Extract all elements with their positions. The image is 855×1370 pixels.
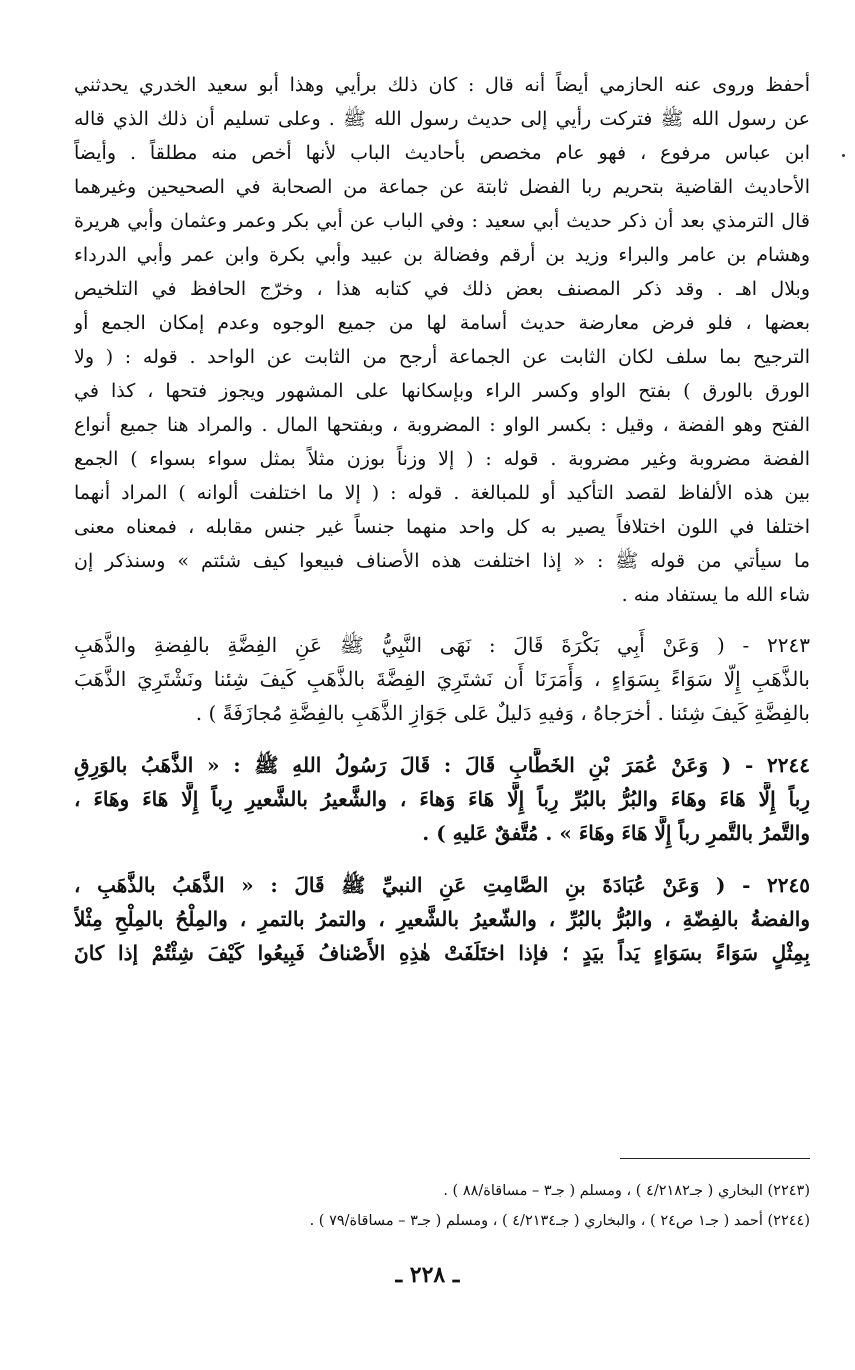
footnote: (٢٢٤٤) أحمد ( جـ١ ص٢٤ ) ، والبخاري ( جـ٤/٢١٣٤ ) ، ومسلم ( جـ٣ – مساقاة/٧٩ ) . <box>309 1213 810 1229</box>
hadith-line: رِباً إِلَّا هَاءَ وهَاءَ والبُرُّ بالبُرِّ رِباً إِلَّا هَاءَ وَهاءَ ، والشَّعيرُ بالشَّعيرِ رِباً إِلَّا هَاءَ وهَاءَ ، <box>74 787 810 811</box>
commentary-line: بين هذه الألفاظ لقصد التأكيد أو للمبالغة . قوله : ( إلا ما اختلفت ألوانه ) المراد أنهما <box>74 482 810 504</box>
commentary-line: عن رسول الله ﷺ فتركت رأيي إلى حديث رسول الله ﷺ . وعلى تسليم أن ذلك الذي قاله <box>74 108 810 130</box>
commentary-line: الترجيح بما سلف لكان الثابت عن الجماعة أرجح من الثابت عن الواحد . قوله : ( ولا <box>74 346 810 368</box>
commentary-line: الفتح وهو الفضة ، وقيل : بكسر الواو : المضروبة ، وبفتحها المال . والمراد هنا جميع أنواع <box>74 414 810 436</box>
commentary-line: وهشام بن عامر والبراء وزيد بن أرقم وفضالة بن عبيد وأبي بكرة وابن عمر وأبي الدرداء <box>74 244 810 266</box>
commentary-line: ما سيأتي من قوله ﷺ : « إذا اختلفت هذه الأصناف فبيعوا كيف شئتم » وسنذكر إن <box>74 550 810 572</box>
hadith-line: ٢٢٤٣ - ( وَعَنْ أَبِي بَكْرَةَ قَالَ : نَهَى النَّبِيُّ ﷺ عَنِ الفِضَّةِ بالفِضةِ والذَّهَبِ <box>74 633 810 657</box>
commentary-line: قال الترمذي بعد أن ذكر حديث أبي سعيد : وفي الباب عن أبي بكر وعمر وعثمان وأبي هريرة <box>74 210 810 232</box>
commentary-line: الأحاديث القاضية بتحريم ربا الفضل ثابتة عن جماعة من الصحابة في الصحيحين وغيرهما <box>74 176 810 198</box>
commentary-line: وبلال اهـ . وقد ذكر المصنف بعض ذلك في كتابه هذا ، وخرّج الحافظ في التلخيص <box>74 278 810 300</box>
page-number: ـ ٢٢٨ ـ <box>395 1262 460 1288</box>
hadith-line: والفضةُ بالفِضّةِ ، والبُرُّ بالبُرِّ ، والشّعيرُ بالشَّعيرِ ، والتمرُ بالتمرِ ، والمِلْحُ بالمِلْحِ مِثْلاً <box>74 907 810 931</box>
hadith-line: ٢٢٤٤ - ( وَعَنْ عُمَرَ بْنِ الخَطَّابِ قَالَ : قَالَ رَسُولُ اللهِ ﷺ : « الذَّهَبُ بالوَرِقِ <box>74 753 810 777</box>
commentary-line: شاء الله ما يستفاد منه . <box>621 584 810 606</box>
commentary-line: اختلفا في اللون اختلافاً يصير به كل واحد منهما جنساً غير جنس مقابله ، فمعناه معنى <box>74 516 810 538</box>
hadith-line: والتَّمرُ بالتَّمرِ رباً إِلَّا هَاءَ وهَاءَ » . مُتَّفقٌ عَليهِ ) . <box>422 821 810 845</box>
commentary-line: أحفظ وروى عنه الحازمي أيضاً أنه قال : كان ذلك برأيي وهذا أبو سعيد الخدري يحدثني <box>74 74 810 96</box>
commentary-line: الفضة مضروبة وغير مضروبة . قوله : ( إلا وزناً بوزن مثلاً بمثل سواء بسواء ) الجمع <box>74 448 810 470</box>
commentary-line: بعضها ، فلو فرض معارضة حديث أسامة لها من جميع الوجوه وعدم إمكان الجمع أو <box>74 312 810 334</box>
hadith-line: ٢٢٤٥ - ( وَعَنْ عُبَادَةَ بنِ الصَّامِتِ عَنِ النبيِّ ﷺ قَالَ : « الذَّهَبُ بالذَّهَبِ ، <box>74 873 810 897</box>
commentary-line: ابن عباس مرفوع ، فهو عام مخصص بأحاديث الباب لأنها أخص منه مطلقاً . وأيضاً <box>74 142 810 164</box>
commentary-line: الورق بالورق ) بفتح الواو وكسر الراء وبإسكانها على المشهور ويجوز فتحها ، كذا في <box>74 380 810 402</box>
hadith-line: بالذَّهَبِ إِلّا سَوَاءً بِسَوَاءٍ ، وَأَمَرَنَا أَن نَشتَرِيَ الفِضَّةَ بالذَّهَبِ كَيفَ شِئنا ونَشْتَرِيَ الذَّهَبَ <box>74 667 810 691</box>
hadith-line: بِمِثْلٍ سَوَاءً بسَوَاءٍ يَداً بيَدٍ ؛ فإذا اختَلَفَتْ هٰذِهِ الأَصْنافُ فَبِيعُوا كَيْفَ شِئْتُمْ إذا كانَ <box>74 941 810 965</box>
footnote: (٢٢٤٣) البخاري ( جـ٤/٢١٨٢ ) ، ومسلم ( جـ٣ – مساقاة/٨٨ ) . <box>443 1183 810 1199</box>
hadith-line: بالفِضَّةِ كَيفَ شِئنا . أخرَجاهُ ، وَفيهِ دَليلٌ عَلى جَوَازِ الذَّهَبِ بالفِضَّةِ مُجازَفَةً ) . <box>195 701 810 725</box>
footnote-separator <box>620 1158 810 1159</box>
margin-dot <box>842 154 845 157</box>
